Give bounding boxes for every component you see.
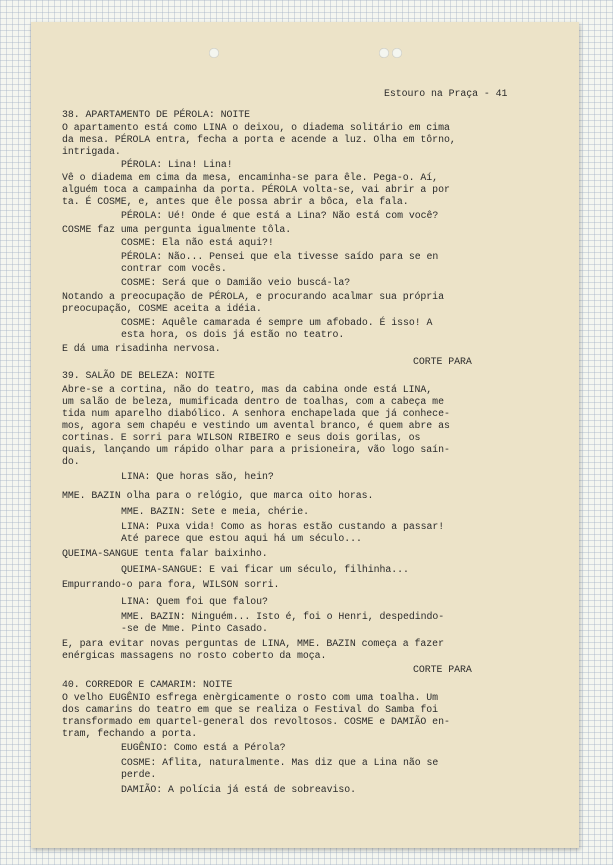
action-line: O velho EUGÊNIO esfrega enèrgicamente o rosto com uma toalha. Um bbox=[62, 692, 439, 703]
action-line: QUEIMA-SANGUE tenta falar baixinho. bbox=[62, 548, 268, 559]
dialogue-line: PÉROLA: Ué! Onde é que está a Lina? Não está com você? bbox=[121, 210, 439, 221]
action-line: Abre-se a cortina, não do teatro, mas da cabina onde está LINA, bbox=[62, 384, 433, 395]
action-line: intrigada. bbox=[62, 146, 121, 157]
scene-heading-40: 40. CORREDOR E CAMARIM: NOITE bbox=[62, 679, 233, 690]
action-line: ta. É COSME, e, antes que êle possa abrir a bôca, ela fala. bbox=[62, 196, 409, 207]
dialogue-line: DAMIÃO: A polícia já está de sobreaviso. bbox=[121, 784, 357, 795]
action-line: dos camarins do teatro em que se realiza o Festival do Samba foi bbox=[62, 704, 439, 715]
transition: CORTE PARA bbox=[413, 356, 472, 367]
action-line: mos, agora sem chapéu e vestindo um avental branco, é quem abre as bbox=[62, 420, 450, 431]
transition: CORTE PARA bbox=[413, 664, 472, 675]
dialogue-line: EUGÊNIO: Como está a Pérola? bbox=[121, 742, 286, 753]
action-line: tida num aparelho diabólico. A senhora enchapelada que já conhece- bbox=[62, 408, 450, 419]
dialogue-line: -se de Mme. Pinto Casado. bbox=[121, 623, 268, 634]
dialogue-line: COSME: Aflita, naturalmente. Mas diz que a Lina não se bbox=[121, 757, 439, 768]
action-line: do. bbox=[62, 456, 80, 467]
dialogue-line: esta hora, os dois já estão no teatro. bbox=[121, 329, 345, 340]
action-line: MME. BAZIN olha para o relógio, que marca oito horas. bbox=[62, 490, 374, 501]
action-line: um salão de beleza, mumificada dentro de toalhas, com a cabeça me bbox=[62, 396, 444, 407]
dialogue-line: MME. BAZIN: Sete e meia, chérie. bbox=[121, 506, 310, 517]
scene-heading-39: 39. SALÃO DE BELEZA: NOITE bbox=[62, 370, 215, 381]
action-line: quais, lançando um rápido olhar para a prisioneira, vão logo saín- bbox=[62, 444, 450, 455]
dialogue-line: PÉROLA: Não... Pensei que ela tivesse saído para se en bbox=[121, 251, 439, 262]
dialogue-line: LINA: Puxa vida! Como as horas estão custando a passar! bbox=[121, 521, 445, 532]
action-line: enérgicas massagens no rosto coberto da moça. bbox=[62, 650, 327, 661]
dialogue-line: PÉROLA: Lina! Lina! bbox=[121, 159, 233, 170]
dialogue-line: COSME: Aquêle camarada é sempre um afobado. É isso! A bbox=[121, 317, 433, 328]
dialogue-line: COSME: Será que o Damião veio buscá-la? bbox=[121, 277, 351, 288]
action-line: COSME faz uma pergunta igualmente tôla. bbox=[62, 224, 292, 235]
script-page bbox=[31, 22, 579, 848]
action-line: E dá uma risadinha nervosa. bbox=[62, 343, 221, 354]
dialogue-line: MME. BAZIN: Ninguém... Isto é, foi o Henri, despedindo- bbox=[121, 611, 445, 622]
dialogue-line: LINA: Quem foi que falou? bbox=[121, 596, 268, 607]
dialogue-line: Até parece que estou aqui há um século... bbox=[121, 533, 362, 544]
punch-hole bbox=[392, 48, 402, 58]
action-line: E, para evitar novas perguntas de LINA, MME. BAZIN começa a fazer bbox=[62, 638, 444, 649]
dialogue-line: COSME: Ela não está aqui?! bbox=[121, 237, 274, 248]
action-line: Empurrando-o para fora, WILSON sorri. bbox=[62, 579, 280, 590]
punch-hole bbox=[209, 48, 219, 58]
action-line: Notando a preocupação de PÉROLA, e procurando acalmar sua própria bbox=[62, 291, 444, 302]
dialogue-line: contrar com vocês. bbox=[121, 263, 227, 274]
scene-heading-38: 38. APARTAMENTO DE PÉROLA: NOITE bbox=[62, 109, 251, 120]
action-line: cortinas. E sorri para WILSON RIBEIRO e seus dois gorilas, os bbox=[62, 432, 421, 443]
action-line: alguém toca a campainha da porta. PÉROLA volta-se, vai abrir a por bbox=[62, 184, 450, 195]
action-line: tram, fechando a porta. bbox=[62, 728, 198, 739]
page-header: Estouro na Praça - 41 bbox=[384, 88, 508, 99]
dialogue-line: LINA: Que horas são, hein? bbox=[121, 471, 274, 482]
action-line: O apartamento está como LINA o deixou, o diadema solitário em cima bbox=[62, 122, 450, 133]
action-line: da mesa. PÉROLA entra, fecha a porta e acende a luz. Olha em tôrno, bbox=[62, 134, 456, 145]
action-line: transformado em quartel-general dos revoltosos. COSME e DAMIÃO en- bbox=[62, 716, 450, 727]
dialogue-line: perde. bbox=[121, 769, 157, 780]
punch-hole bbox=[379, 48, 389, 58]
dialogue-line: QUEIMA-SANGUE: E vai ficar um século, filhinha... bbox=[121, 564, 409, 575]
action-line: preocupação, COSME aceita a idéia. bbox=[62, 303, 262, 314]
action-line: Vê o diadema em cima da mesa, encaminha-se para êle. Pega-o. Aí, bbox=[62, 172, 439, 183]
